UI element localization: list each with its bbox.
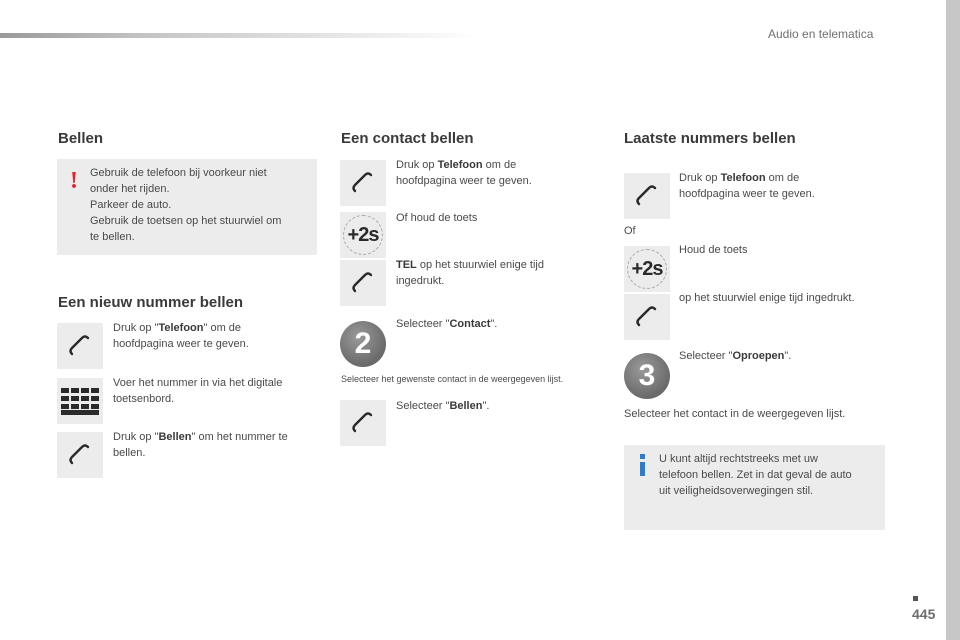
page-marker: [913, 596, 918, 601]
bellen-button[interactable]: [340, 400, 386, 446]
phone-button[interactable]: [624, 173, 670, 219]
step-number-3: 3: [624, 353, 670, 399]
page-number: 445: [912, 606, 936, 622]
phone-handset-icon: [348, 268, 378, 298]
header-title: Audio en telematica: [768, 27, 874, 41]
warning-text: Gebruik de telefoon bij voorkeur niet onder het rijden. Parkeer de auto. Gebruik de toetsen op het stuurwiel om te bellen.: [90, 167, 282, 243]
phone-handset-icon: [348, 408, 378, 438]
keypad-icon: [60, 386, 100, 416]
col1-step1-text: Druk op "Telefoon" om de hoofdpagina weer te geven.: [113, 322, 249, 350]
col3-step5-text: Selecteer het contact in de weergegeven lijst.: [624, 408, 846, 420]
step-number-2: 2: [340, 321, 386, 367]
info-box: [624, 445, 885, 530]
col2-step5-text: Selecteer "Bellen".: [396, 400, 490, 412]
phone-handset-icon: [65, 440, 95, 470]
col1-step3-text: Druk op "Bellen" om het nummer te bellen.: [113, 431, 288, 459]
col3-step2-text: Houd de toets: [679, 244, 748, 256]
warning-box: [57, 159, 317, 255]
col1-step2-text: Voer het nummer in via het digitale toetsenbord.: [113, 377, 283, 405]
section-title-contact-bellen: Een contact bellen: [341, 130, 474, 147]
section-title-laatste-nummers: Laatste nummers bellen: [624, 130, 796, 147]
exclamation-icon: !: [70, 168, 78, 194]
right-edge-bar: [946, 0, 960, 640]
phone-handset-icon: [348, 168, 378, 198]
tel-button[interactable]: [340, 260, 386, 306]
tel-button[interactable]: [624, 294, 670, 340]
plus-2s-label: +2s: [631, 257, 663, 280]
col2-step2-text: Of houd de toets: [396, 212, 478, 224]
call-button[interactable]: [57, 432, 103, 478]
hold-2s-button[interactable]: [624, 246, 670, 292]
col2-step3-text: TEL op het stuurwiel enige tijd ingedrukt.: [396, 259, 544, 287]
keypad-button[interactable]: [57, 378, 103, 424]
col3-step4-text: Selecteer "Oproepen".: [679, 350, 792, 362]
phone-handset-icon: [65, 331, 95, 361]
col2-step4-text: Selecteer "Contact".: [396, 318, 498, 330]
plus-2s-label: +2s: [347, 223, 379, 246]
col2-note: Selecteer het gewenste contact in de weergegeven lijst.: [341, 374, 564, 384]
phone-handset-icon: [632, 181, 662, 211]
col3-step3-text: op het stuurwiel enige tijd ingedrukt.: [679, 292, 855, 304]
phone-handset-icon: [632, 302, 662, 332]
col2-step1-text: Druk op Telefoon om de hoofdpagina weer te geven.: [396, 159, 532, 187]
top-gradient-bar: [0, 33, 480, 38]
section-title-bellen: Bellen: [58, 130, 104, 147]
phone-button[interactable]: [57, 323, 103, 369]
section-title-nieuw-nummer: Een nieuw nummer bellen: [58, 294, 244, 311]
col3-step1-text: Druk op Telefoon om de hoofdpagina weer te geven.: [679, 172, 815, 200]
phone-button[interactable]: [340, 160, 386, 206]
col3-or-text: Of: [624, 225, 636, 237]
hold-2s-button[interactable]: [340, 212, 386, 258]
info-text: U kunt altijd rechtstreeks met uw telefoon bellen. Zet in dat geval de auto uit veiligheidsoverwegingen stil.: [659, 453, 852, 497]
